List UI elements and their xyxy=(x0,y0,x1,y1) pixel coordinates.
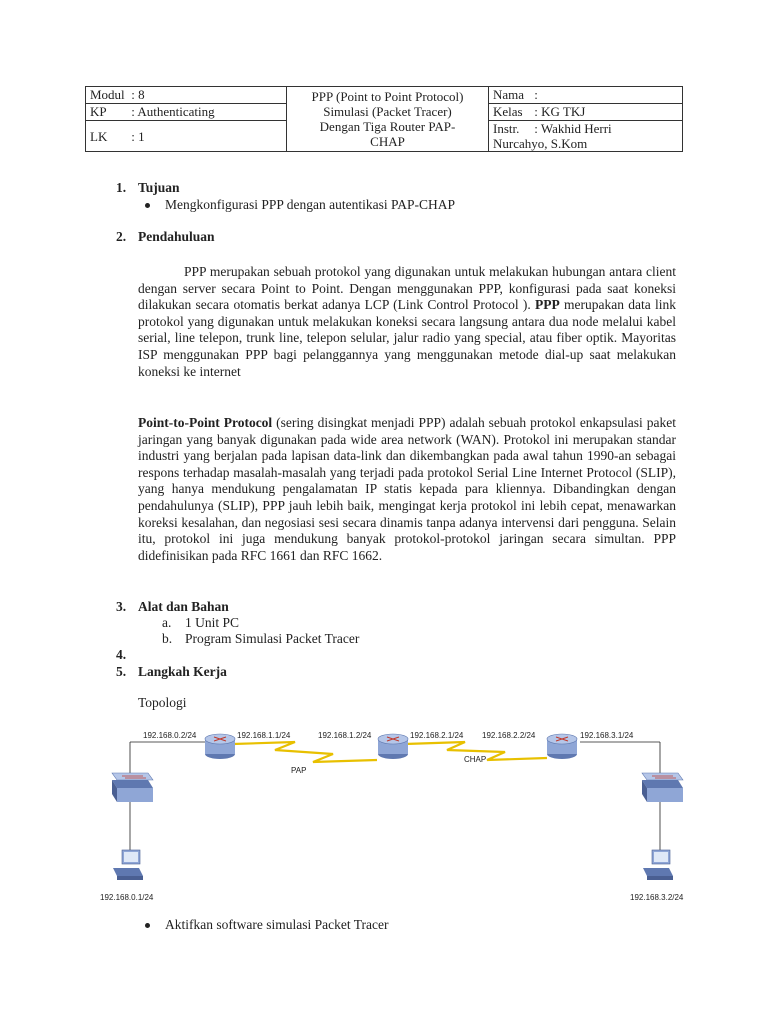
instr-value-line2: Nurcahyo, S.Kom xyxy=(493,136,588,151)
paragraph-2-bold: Point-to-Point Protocol xyxy=(138,415,273,430)
intro-paragraph-1 xyxy=(138,264,676,380)
modul-cell xyxy=(86,87,287,104)
kelas-cell xyxy=(489,104,683,121)
bullet-dot xyxy=(145,203,150,208)
ip-label-router2-right: 192.168.2.1/24 xyxy=(410,731,464,740)
section-1-number: 1. xyxy=(116,180,127,195)
instr-label: Instr. xyxy=(493,121,520,136)
nama-value: : xyxy=(534,87,538,102)
module-header-table xyxy=(85,86,683,152)
final-step-bullet-text: Aktifkan software simulasi Packet Tracer xyxy=(165,917,389,932)
kp-cell xyxy=(86,104,287,121)
ip-label-router3-right: 192.168.3.1/24 xyxy=(580,731,634,740)
lk-value: : 1 xyxy=(131,128,145,144)
intro-paragraph-2 xyxy=(138,415,676,564)
nama-cell xyxy=(489,87,683,104)
ip-label-router3-left: 192.168.2.2/24 xyxy=(482,731,536,740)
kp-value: : Authenticating xyxy=(131,104,215,119)
title-line-1: PPP (Point to Point Protocol) xyxy=(311,89,464,104)
section-2-title: Pendahuluan xyxy=(138,229,215,244)
section-2-number: 2. xyxy=(116,229,127,244)
pc-right-icon xyxy=(643,850,673,880)
pc-left-icon xyxy=(113,850,143,880)
router-3-icon xyxy=(547,734,577,759)
lk-cell xyxy=(86,121,287,152)
instr-value: : Wakhid Herri xyxy=(534,121,612,136)
ip-label-pc-left: 192.168.0.1/24 xyxy=(100,893,154,902)
kelas-label: Kelas xyxy=(493,104,523,119)
kp-label: KP xyxy=(90,104,107,119)
bullet-dot xyxy=(145,923,150,928)
network-topology-diagram xyxy=(95,718,700,908)
list-item-text: 1 Unit PC xyxy=(185,615,240,630)
modul-label: Modul xyxy=(90,87,125,102)
section-5-title: Langkah Kerja xyxy=(138,664,227,679)
section-3-title: Alat dan Bahan xyxy=(138,599,229,614)
link-label-pap: PAP xyxy=(291,766,307,775)
instr-cell xyxy=(489,121,683,152)
kelas-value: : KG TKJ xyxy=(534,104,586,119)
ip-label-pc-right: 192.168.3.2/24 xyxy=(630,893,684,902)
list-item-text: Program Simulasi Packet Tracer xyxy=(185,631,360,646)
section-5-number: 5. xyxy=(116,664,127,679)
section-4-number: 4. xyxy=(116,647,127,662)
serial-link-pap xyxy=(233,742,377,762)
ip-label-router2-left: 192.168.1.2/24 xyxy=(318,731,372,740)
topology-label: Topologi xyxy=(138,695,187,710)
ip-label-router1: 192.168.1.1/24 xyxy=(237,731,291,740)
list-item-marker: b. xyxy=(162,631,173,646)
switch-right-icon xyxy=(642,773,683,802)
section-1-title: Tujuan xyxy=(138,180,180,195)
switch-left-icon xyxy=(112,773,153,802)
router-2-icon xyxy=(378,734,408,759)
nama-label: Nama xyxy=(493,87,525,102)
link-label-chap: CHAP xyxy=(464,755,487,764)
list-item-marker: a. xyxy=(162,615,172,630)
title-line-3: Dengan Tiga Router PAP- xyxy=(319,119,456,134)
router-1-icon xyxy=(205,734,235,759)
title-line-2: Simulasi (Packet Tracer) xyxy=(323,104,452,119)
paragraph-1-tail: merupakan data link protokol yang digunakan untuk melakukan koneksi secara langsung antara dua node melalui kabel serial, line telepon, trunk line, telepon selular, jalur radio yang special, atau fiber optik. Mayoritas ISP menggunakan PPP bagi pelanggannya yang menggunakan metode dial-up saat melakukan koneksi ke internet xyxy=(138,297,676,379)
ip-label-left-switch: 192.168.0.2/24 xyxy=(143,731,197,740)
section-3-number: 3. xyxy=(116,599,127,614)
paragraph-2-tail: (sering disingkat menjadi PPP) adalah sebuah protokol enkapsulasi paket jaringan yang banyak digunakan pada wide area network (WAN). Protokol ini merupakan standar industri yang berjalan pada lapisan data-link dan dikembangkan pada awal tahun 1990-an sebagai respons terhadap masalah-masalah yang terjadi pada protokol Serial Line Internet Protocol (SLIP), yang hanya mendukung pengalamatan IP statis kepada para kliennya. Dibandingkan dengan pendahulunya (SLIP), PPP jauh lebih baik, mengingat kerja protokol ini lebih cepat, menawarkan koreksi kesalahan, dan negosiasi sesi secara dinamis tanpa adanya intervensi dari pengguna. Selain itu, protokol ini juga mendukung banyak protokol-protokol jaringan secara simultan. PPP didefinisikan pada RFC 1661 dan RFC 1662. xyxy=(138,415,676,563)
lk-label: LK xyxy=(90,128,108,144)
paragraph-1-lead: PPP merupakan sebuah protokol yang digunakan untuk melakukan hubungan antara client dengan server secara Point to Point. Dengan menggunakan PPP, konfigurasi pada saat koneksi dilakukan secara otomatis berkat adanya LCP (Link Control Protocol ). xyxy=(138,264,676,313)
title-line-4: CHAP xyxy=(370,134,405,149)
module-title-cell xyxy=(287,87,489,152)
modul-value: : 8 xyxy=(131,87,145,102)
paragraph-1-bold: PPP xyxy=(535,297,560,313)
section-1-bullet-text: Mengkonfigurasi PPP dengan autentikasi PAP-CHAP xyxy=(165,197,456,212)
